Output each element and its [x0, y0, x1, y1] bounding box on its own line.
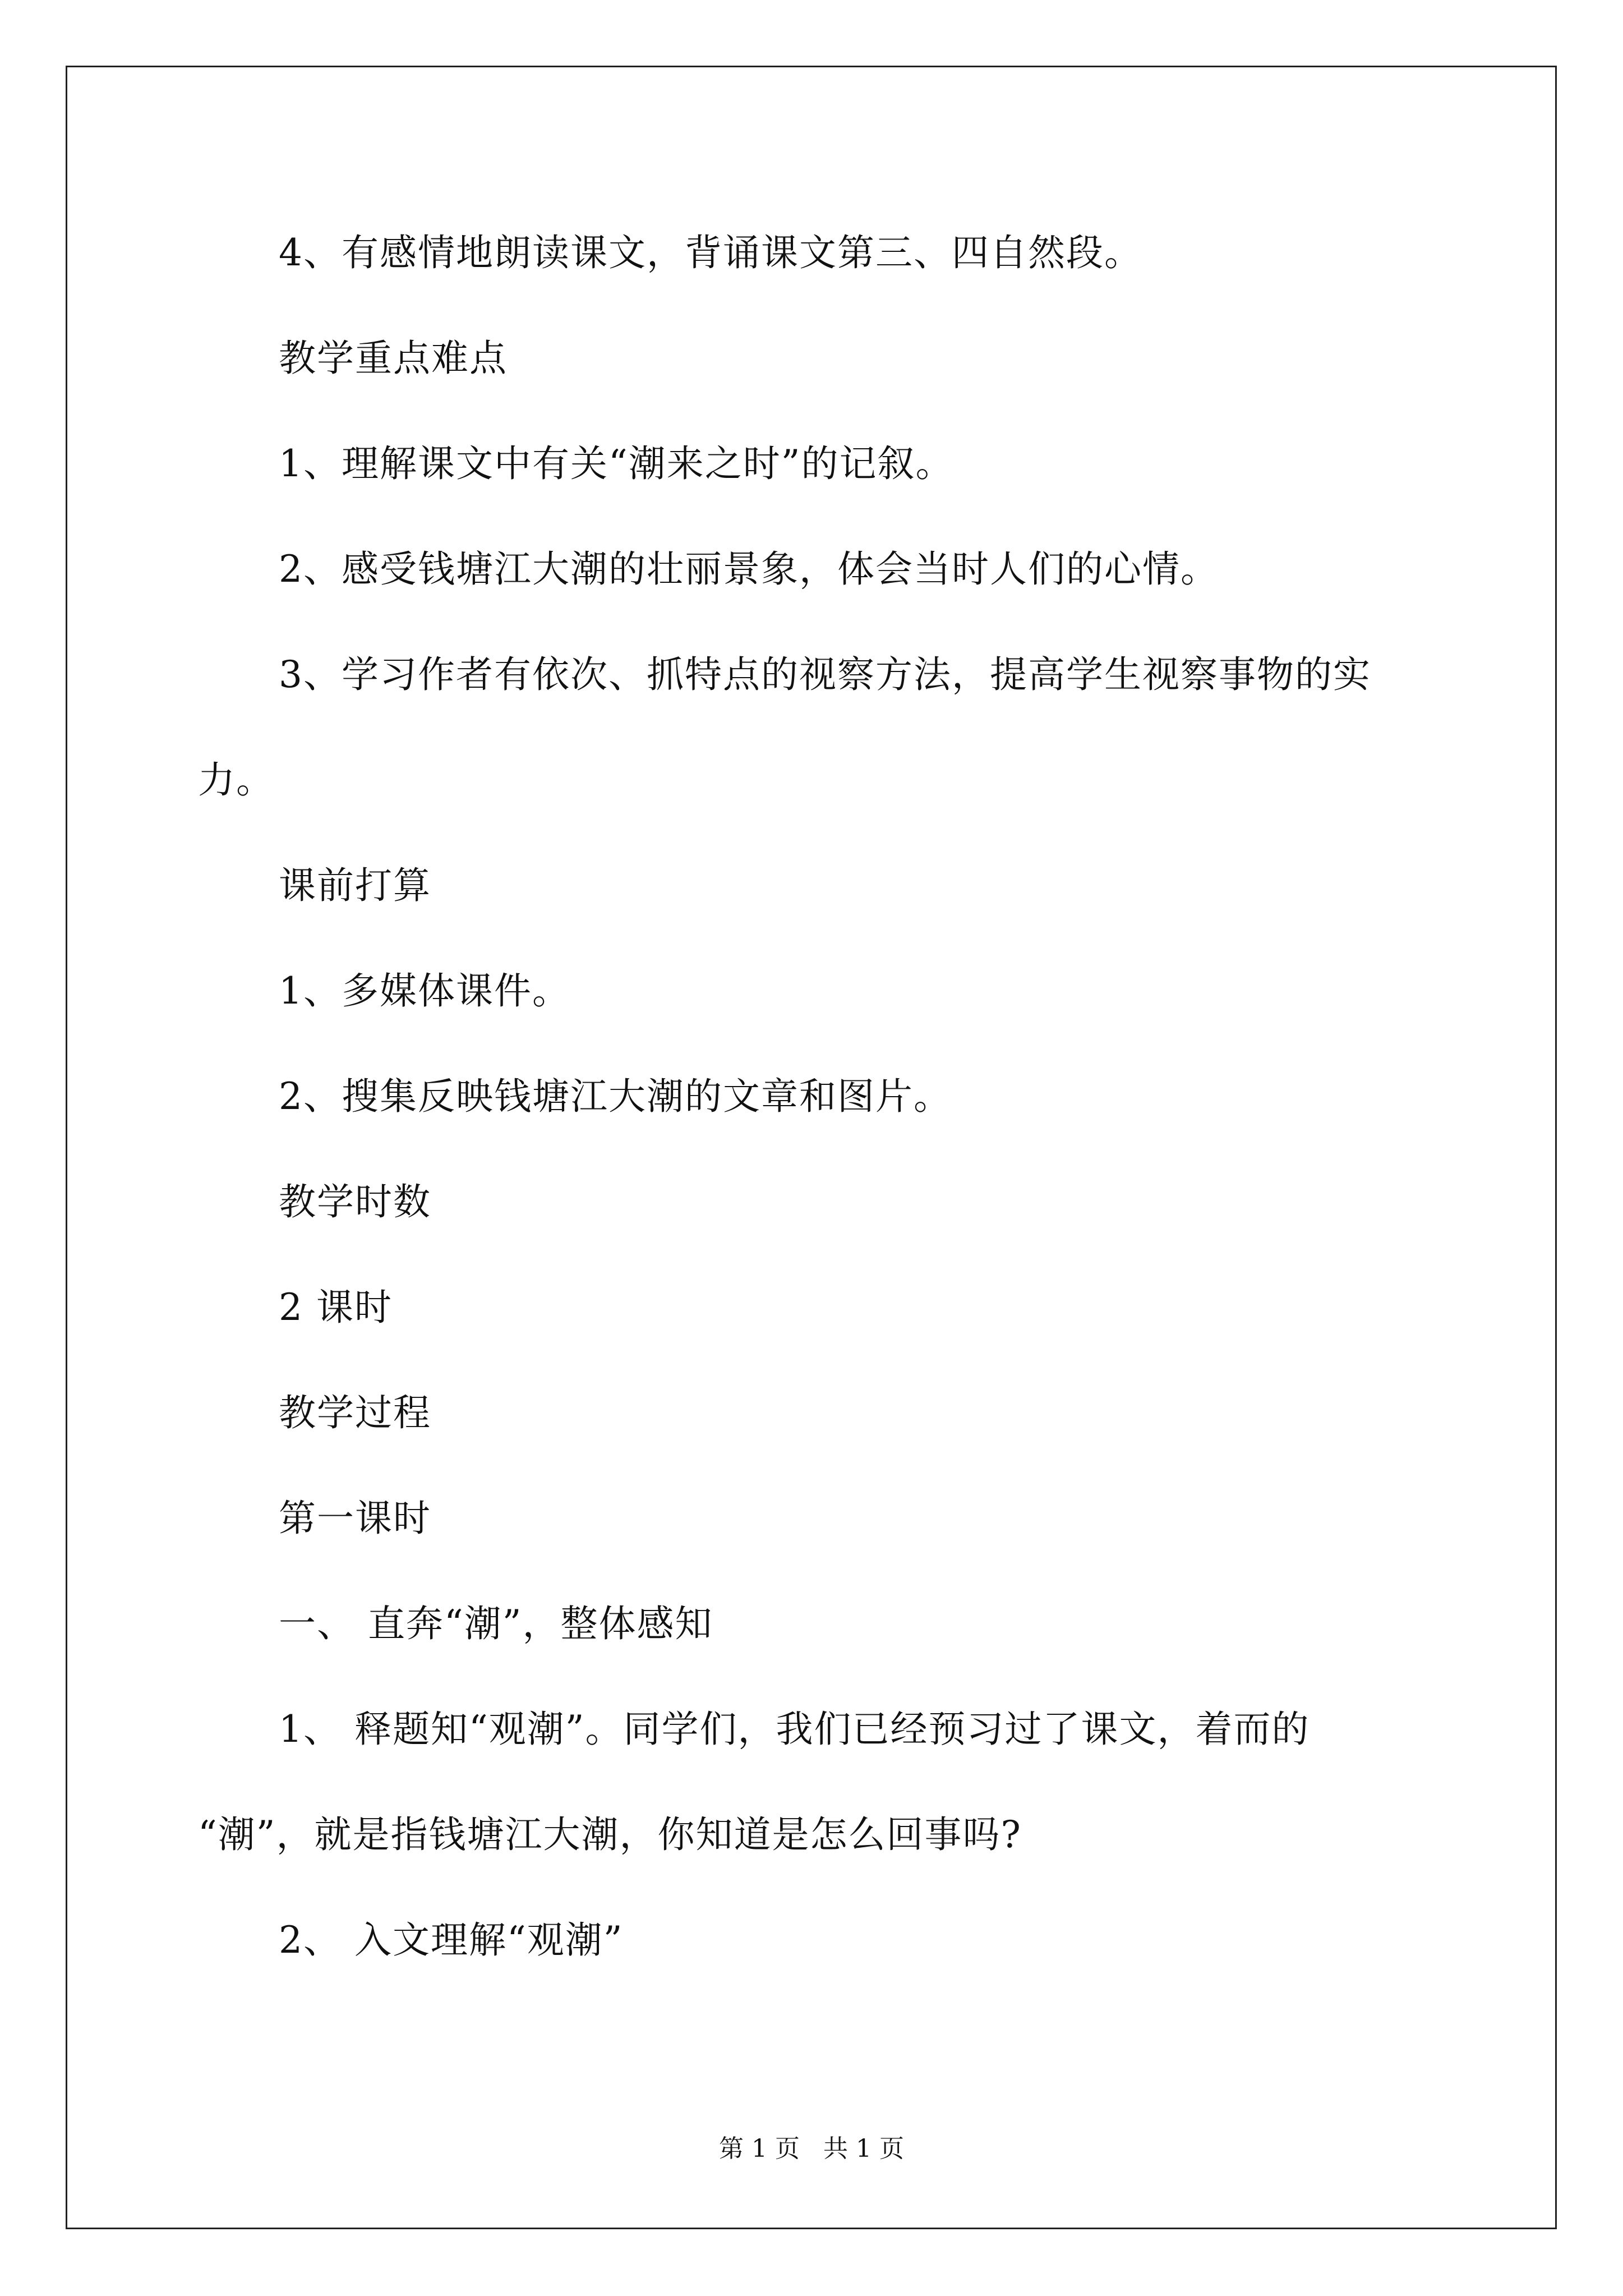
key-point-1: 1、理解课文中有关“潮来之时”的记叙。: [279, 442, 954, 485]
page-number-footer: 第 1 页 共 1 页: [719, 2134, 904, 2163]
key-point-3-continued: 力。: [198, 758, 274, 802]
teaching-hours-value: 2 课时: [279, 1286, 393, 1329]
key-point-2: 2、感受钱塘江大潮的壮丽景象，体会当时人们的心情。: [279, 547, 1219, 591]
step-2: 2、 入文理解“观潮”: [279, 1918, 624, 1962]
heading-teaching-process: 教学过程: [279, 1391, 431, 1434]
heading-first-lesson: 第一课时: [279, 1497, 431, 1540]
preparation-2: 2、搜集反映钱塘江大潮的文章和图片。: [279, 1075, 952, 1118]
heading-teaching-hours: 教学时数: [279, 1180, 431, 1223]
step-1-continued: “潮”，就是指钱塘江大潮，你知道是怎么回事吗?: [198, 1813, 1022, 1856]
objective-4: 4、有感情地朗读课文，背诵课文第三、四自然段。: [279, 231, 1142, 274]
heading-key-points: 教学重点难点: [279, 337, 508, 380]
key-point-3: 3、学习作者有依次、抓特点的视察方法，提高学生视察事物的实: [279, 653, 1371, 696]
step-1: 1、 释题知“观潮”。同学们，我们已经预习过了课文，着而的: [279, 1708, 1310, 1751]
section-1-title: 一、 直奔“潮”，整体感知: [279, 1602, 713, 1645]
page-border: [66, 66, 1557, 2229]
heading-preparation: 课前打算: [279, 864, 431, 907]
preparation-1: 1、多媒体课件。: [279, 969, 570, 1013]
